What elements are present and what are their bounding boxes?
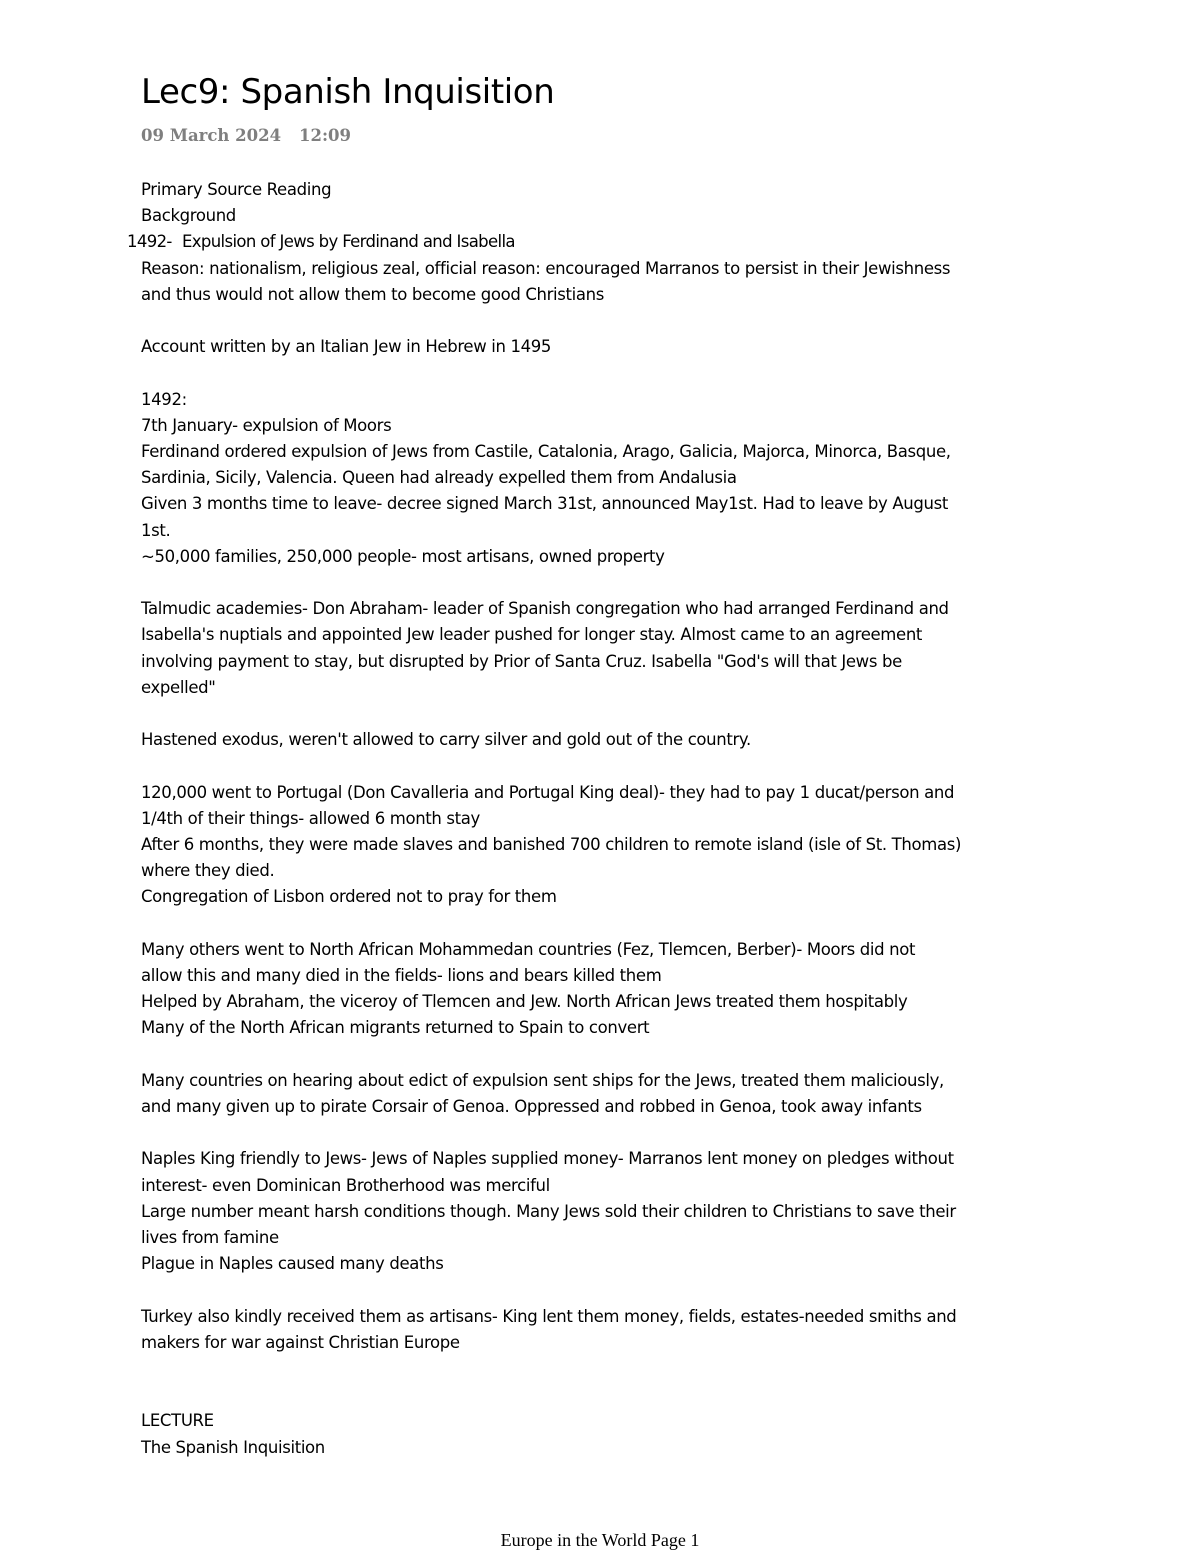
blank-line — [141, 308, 1061, 334]
note-line: Naples King friendly to Jews- Jews of Naples supplied money- Marranos lent money on pledges without — [141, 1149, 954, 1169]
note-line: 120,000 went to Portugal (Don Cavalleria and Portugal King deal)- they had to pay 1 ducat/person and — [141, 782, 955, 802]
note-line: where they died. — [141, 861, 275, 881]
note-line: Congregation of Lisbon ordered not to pray for them — [141, 887, 557, 907]
page-title: Lec9: Spanish Inquisition — [141, 72, 555, 112]
section-heading: LECTURE — [141, 1411, 214, 1431]
note-line: Isabella's nuptials and appointed Jew leader pushed for longer stay. Almost came to an agreement — [141, 625, 923, 645]
blank-line — [141, 1042, 1061, 1068]
blank-line — [141, 1277, 1061, 1303]
blank-line — [141, 1356, 1061, 1382]
note-line: involving payment to stay, but disrupted by Prior of Santa Cruz. Isabella "God's will that Jews be — [141, 651, 902, 671]
note-line: 1492: — [141, 389, 187, 409]
note-line — [127, 229, 1061, 255]
note-line: Primary Source Reading — [141, 180, 332, 199]
note-line: Given 3 months time to leave- decree signed March 31st, announced May1st. Had to leave by August — [141, 494, 948, 514]
note-line: Sardinia, Sicily, Valencia. Queen had already expelled them from Andalusia — [141, 468, 737, 488]
blank-line — [141, 360, 1061, 386]
blank-line — [141, 570, 1061, 596]
note-line: ~50,000 families, 250,000 people- most artisans, owned property — [141, 546, 665, 566]
blank-line — [141, 753, 1061, 779]
note-line: 1st. — [141, 520, 171, 540]
note-line: Talmudic academies- Don Abraham- leader of Spanish congregation who had arranged Ferdinand and — [141, 599, 949, 619]
note-line: 7th January- expulsion of Moors — [141, 415, 392, 435]
note-line: Account written by an Italian Jew in Hebrew in 1495 — [141, 337, 552, 357]
page-footer: Europe in the World Page 1 — [500, 1530, 700, 1550]
note-date: 09 March 2024 — [141, 126, 282, 145]
note-line: After 6 months, they were made slaves and banished 700 children to remote island (isle of St. Thomas) — [141, 835, 962, 854]
note-line: Large number meant harsh conditions though. Many Jews sold their children to Christians to save their — [141, 1201, 956, 1221]
note-line: Background — [141, 206, 236, 226]
note-line: Ferdinand ordered expulsion of Jews from Castile, Catalonia, Arago, Galicia, Majorca, Minorca, Basque, — [141, 442, 951, 461]
blank-line — [141, 701, 1061, 727]
note-line: Plague in Naples caused many deaths — [141, 1254, 444, 1274]
note-line: Many countries on hearing about edict of expulsion sent ships for the Jews, treated them maliciously, — [141, 1070, 944, 1090]
note-line: Many of the North African migrants returned to Spain to convert — [141, 1018, 650, 1038]
note-line: Many others went to North African Mohammedan countries (Fez, Tlemcen, Berber)- Moors did not — [141, 939, 916, 959]
note-line: interest- even Dominican Brotherhood was merciful — [141, 1175, 550, 1195]
note-year: 1492- — [127, 232, 172, 252]
note-line: 1/4th of their things- allowed 6 month stay — [141, 808, 480, 828]
note-line: lives from famine — [141, 1228, 279, 1247]
note-line: Turkey also kindly received them as artisans- King lent them money, fields, estates-needed smiths and — [141, 1306, 957, 1326]
note-line-text: Expulsion of Jews by Ferdinand and Isabella — [182, 232, 515, 252]
blank-line — [141, 911, 1061, 937]
note-line: Hastened exodus, weren't allowed to carry silver and gold out of the country. — [141, 730, 751, 750]
note-line: Reason: nationalism, religious zeal, official reason: encouraged Marranos to persist in their Jewishness — [141, 258, 951, 278]
blank-line — [141, 1120, 1061, 1146]
note-time: 12:09 — [299, 126, 352, 145]
note-line: makers for war against Christian Europe — [141, 1332, 460, 1352]
blank-line — [141, 1382, 1061, 1408]
note-line: expelled" — [141, 677, 216, 697]
note-line: allow this and many died in the fields- lions and bears killed them — [141, 966, 662, 985]
section-subheading: The Spanish Inquisition — [141, 1437, 325, 1457]
note-body — [127, 177, 1061, 1461]
note-line: and many given up to pirate Corsair of Genoa. Oppressed and robbed in Genoa, took away infants — [141, 1097, 922, 1116]
note-line: and thus would not allow them to become good Christians — [141, 284, 605, 304]
note-line: Helped by Abraham, the viceroy of Tlemcen and Jew. North African Jews treated them hospitably — [141, 992, 908, 1012]
